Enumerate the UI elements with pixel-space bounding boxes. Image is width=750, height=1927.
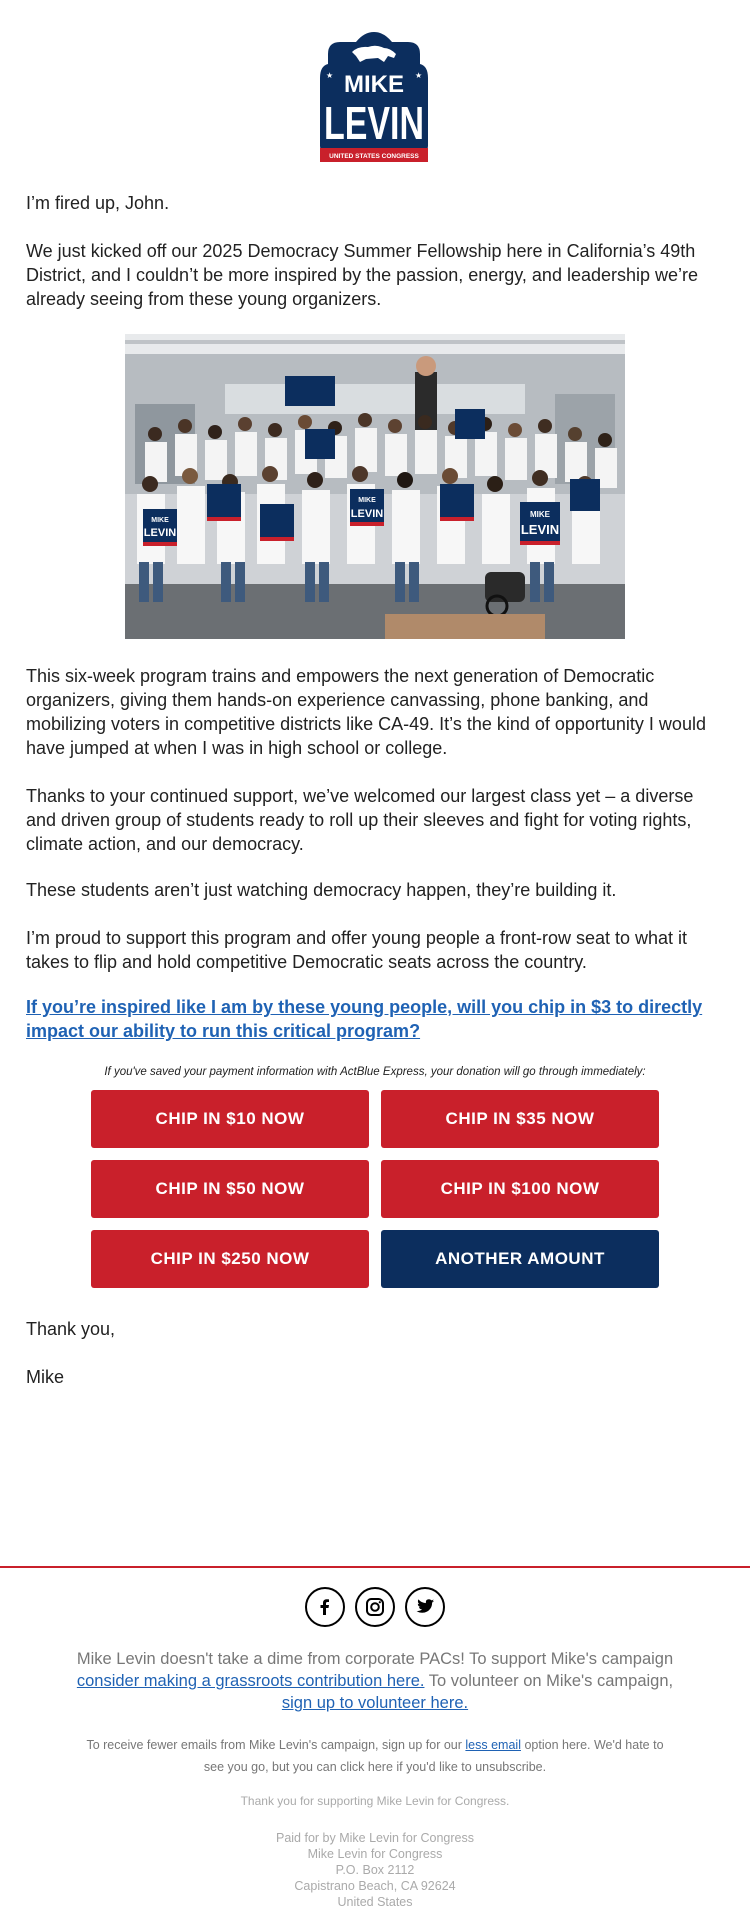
signature: Mike xyxy=(26,1367,65,1387)
svg-text:★: ★ xyxy=(326,71,334,80)
address-line: Paid for by Mike Levin for Congress xyxy=(275,1831,474,1845)
less-email-link[interactable]: less email xyxy=(465,1738,521,1752)
intro-paragraph: We just kicked off our 2025 Democracy Summer Fellowship here in California’s 49th District, and I couldn’t be more inspired by the passion, energy, and leadership we’re already seeing from these young organizers. xyxy=(26,241,699,309)
paid-for-address xyxy=(0,1830,750,1910)
mike-levin-logo xyxy=(304,28,444,164)
photo-sign-text: LEVIN xyxy=(520,522,560,537)
instagram-icon[interactable] xyxy=(355,1587,395,1627)
photo-sign-text: MIKE xyxy=(151,517,169,524)
photo-sign-text: MIKE xyxy=(358,497,376,504)
fewer-emails-pre: To receive fewer emails from Mike Levin's campaign, sign up for our xyxy=(86,1738,462,1752)
unsubscribe-text[interactable]: option here. We'd hate to see you go, but you can click here if you'd like to unsubscribe. xyxy=(203,1738,664,1774)
address-line: Mike Levin for Congress xyxy=(307,1847,443,1861)
another-amount-button[interactable]: ANOTHER AMOUNT xyxy=(381,1230,659,1288)
footer-divider xyxy=(0,1566,750,1568)
photo-sign-text: LEVIN xyxy=(143,527,177,539)
address-line: Capistrano Beach, CA 92624 xyxy=(294,1879,456,1893)
chip-in-3-link[interactable]: If you’re inspired like I am by these young people, will you chip in $3 to directly impact our ability to run this critical program? xyxy=(26,997,703,1041)
chip-in-100-button[interactable]: CHIP IN $100 NOW xyxy=(381,1160,659,1218)
signoff: Thank you, xyxy=(26,1319,116,1339)
support-paragraph: Thanks to your continued support, we’ve welcomed our largest class yet – a diverse and driven group of students ready to roll up their sleeves and fight for voting rights, climate action, and our democracy. xyxy=(26,786,694,854)
volunteer-text: To volunteer on Mike's campaign, xyxy=(428,1672,674,1690)
greeting: I’m fired up, John. xyxy=(26,193,170,213)
logo-banner: UNITED STATES CONGRESS xyxy=(329,153,419,160)
logo-line1: MIKE xyxy=(344,71,404,98)
actblue-express-note: If you've saved your payment information with ActBlue Express, your donation will go through immediately: xyxy=(104,1066,646,1078)
fewer-emails-text xyxy=(75,1734,675,1778)
chip-in-50-button[interactable]: CHIP IN $50 NOW xyxy=(91,1160,369,1218)
contribute-link[interactable]: consider making a grassroots contribution here. xyxy=(76,1672,425,1690)
students-paragraph: These students aren’t just watching democracy happen, they’re building it. xyxy=(26,880,617,900)
chip-in-10-button[interactable]: CHIP IN $10 NOW xyxy=(91,1090,369,1148)
photo-sign-text: LEVIN xyxy=(350,508,384,520)
facebook-icon[interactable] xyxy=(305,1587,345,1627)
twitter-icon[interactable] xyxy=(405,1587,445,1627)
logo-line2: LEVIN xyxy=(324,97,424,149)
svg-text:★: ★ xyxy=(415,71,423,80)
pac-text: Mike Levin doesn't take a dime from corporate PACs! To support Mike's campaign xyxy=(76,1650,674,1668)
proud-paragraph: I’m proud to support this program and offer young people a front-row seat to what it takes to flip and hold competitive Democratic seats across the country. xyxy=(26,928,688,972)
chip-in-250-button[interactable]: CHIP IN $250 NOW xyxy=(91,1230,369,1288)
address-line: P.O. Box 2112 xyxy=(335,1863,415,1877)
thanks-line: Thank you for supporting Mike Levin for Congress. xyxy=(240,1794,510,1808)
volunteer-link[interactable]: sign up to volunteer here. xyxy=(281,1694,469,1712)
photo-sign-text: MIKE xyxy=(530,510,550,519)
address-line: United States xyxy=(337,1895,413,1909)
fellowship-group-photo xyxy=(125,334,625,639)
program-paragraph: This six-week program trains and empowers the next generation of Democratic organizers, giving them hands-on experience canvassing, phone banking, and mobilizing voters in competitive districts like CA-49. It’s the kind of opportunity I would have jumped at when I was in high school or college. xyxy=(26,666,706,758)
footer-support-text xyxy=(75,1648,675,1714)
chip-in-35-button[interactable]: CHIP IN $35 NOW xyxy=(381,1090,659,1148)
